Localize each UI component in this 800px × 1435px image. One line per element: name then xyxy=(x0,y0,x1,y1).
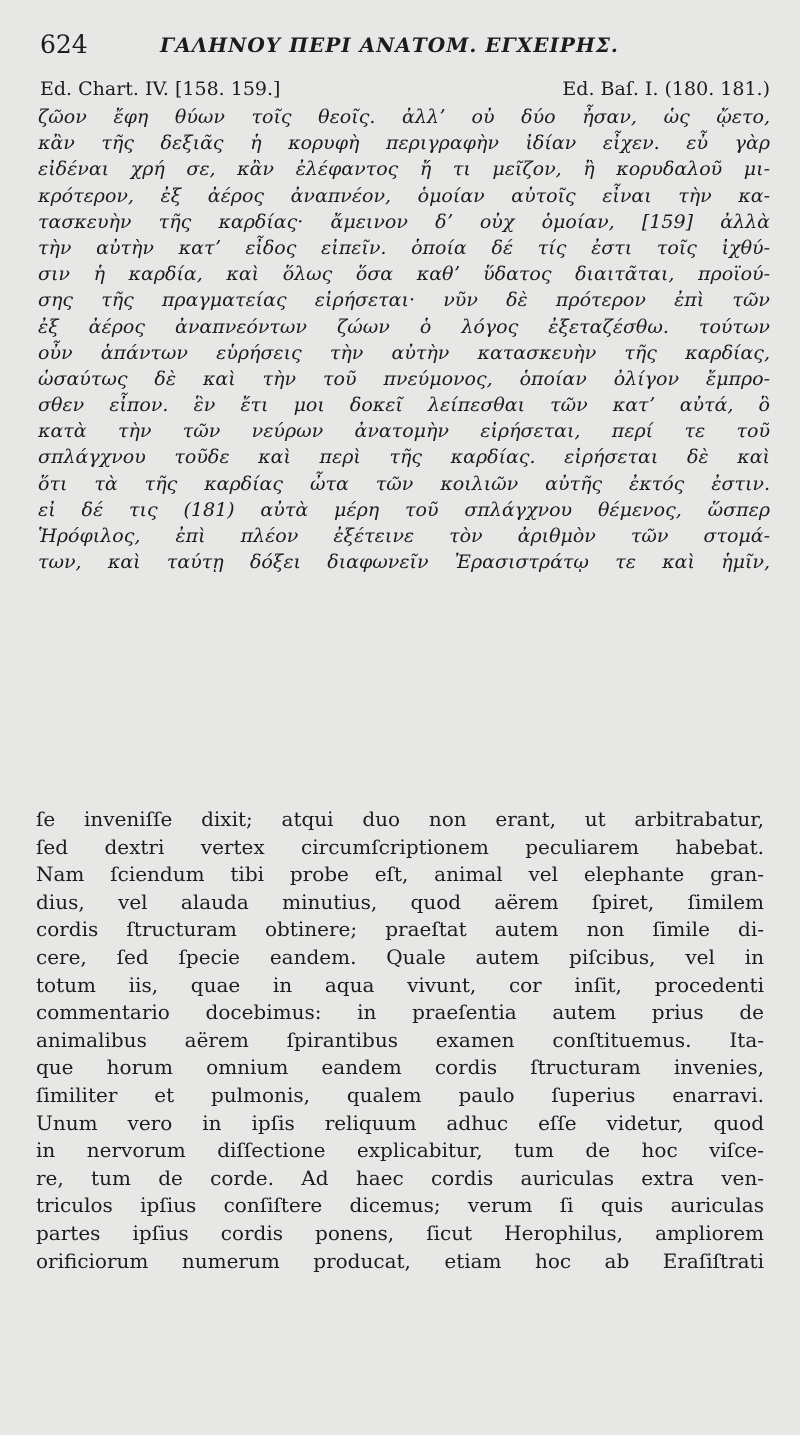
greek-text-line: Ἡρόφιλος, ἐπὶ πλέον ἐξέτεινε τὸν ἀριθμὸν τῶν στομά- xyxy=(38,525,770,547)
greek-text-line: ἐξ ἀέρος ἀναπνεόντων ζώων ὁ λόγος ἐξεταζέσθω. τούτων xyxy=(38,315,770,338)
running-head: ΓΑΛΗΝΟΥ ΠΕΡΙ ΑΝΑΤΟΜ. ΕΓΧΕΙΡΗΣ. xyxy=(160,33,619,57)
latin-text-line: orificiorum numerum producat, etiam hoc ab Eraſiſtrati xyxy=(36,1248,764,1273)
latin-text-line: ſimiliter et pulmonis, qualem paulo ſuperius enarravi. xyxy=(36,1082,764,1107)
latin-text-line: ſed dextri vertex circumſcriptionem peculiarem habebat. xyxy=(36,834,764,859)
greek-text-line: των, καὶ ταύτῃ δόξει διαφωνεῖν Ἐρασιστράτῳ τε καὶ ἡμῖν, xyxy=(38,551,770,574)
latin-text-line: animalibus aërem ſpirantibus examen conſtituemus. Ita- xyxy=(36,1027,764,1052)
page-number: 624 xyxy=(40,30,88,59)
latin-text-line: cere, ſed ſpecie eandem. Quale autem piſcibus, vel in xyxy=(36,944,764,969)
page-header xyxy=(40,30,762,64)
greek-text-block xyxy=(38,104,770,575)
latin-text-line: que horum omnium eandem cordis ſtructuram invenies, xyxy=(36,1055,764,1080)
greek-text-line: σιν ἡ καρδία, καὶ ὅλως ὅσα καθʼ ὕδατος διαιτᾶται, προϊού- xyxy=(38,263,770,286)
greek-text-line: εἰ δέ τις (181) αὐτὰ μέρη τοῦ σπλάγχνου θέμενος, ὥσπερ xyxy=(38,498,770,521)
edition-chart-reference: Ed. Chart. IV. [158. 159.] xyxy=(40,78,281,100)
greek-text-line: σης τῆς πραγματείας εἰρήσεται· νῦν δὲ πρότερον ἐπὶ τῶν xyxy=(38,289,770,312)
latin-text-line: cordis ſtructuram obtinere; praeſtat autem non ſimile di- xyxy=(36,917,764,942)
greek-text-line: ὅτι τὰ τῆς καρδίας ὦτα τῶν κοιλιῶν αὐτῆς ἐκτός ἐστιν. xyxy=(38,472,770,495)
latin-text-line: ſe inveniſſe dixit; atqui duo non erant, ut arbitrabatur, xyxy=(36,807,764,831)
latin-text-line: partes ipſius cordis ponens, ſicut Herophilus, ampliorem xyxy=(36,1220,764,1245)
greek-text-line: ὡσαύτως δὲ καὶ τὴν τοῦ πνεύμονος, ὁποίαν ὀλίγον ἔμπρο- xyxy=(38,367,770,390)
greek-text-line: οὖν ἁπάντων εὑρήσεις τὴν αὐτὴν κατασκευὴν τῆς καρδίας, xyxy=(38,341,770,364)
greek-text-line: τὴν αὐτὴν κατʼ εἶδος εἰπεῖν. ὁποία δέ τίς ἐστι τοῖς ἰχθύ- xyxy=(38,236,770,259)
latin-text-line: Unum vero in ipſis reliquum adhuc eſſe videtur, quod xyxy=(36,1110,764,1135)
greek-text-line: εἰδέναι χρή σε, κἂν ἐλέφαντος ἤ τι μεῖζον, ἢ κορυδαλοῦ μι- xyxy=(38,158,770,181)
latin-text-line: triculos ipſius conſiſtere dicemus; verum ſi quis auriculas xyxy=(36,1193,764,1218)
latin-text-line: commentario docebimus: in praeſentia autem prius de xyxy=(36,1000,764,1025)
greek-text-line: κατὰ τὴν τῶν νεύρων ἀνατομὴν εἰρήσεται, περί τε τοῦ xyxy=(38,420,770,443)
greek-text-line: κρότερον, ἐξ ἀέρος ἀναπνέον, ὁμοίαν αὐτοῖς εἶναι τὴν κα- xyxy=(38,184,770,207)
latin-text-line: Nam ſciendum tibi probe eſt, animal vel elephante gran- xyxy=(36,862,764,887)
greek-text-line: κἂν τῆς δεξιᾶς ἡ κορυφὴ περιγραφὴν ἰδίαν εἶχεν. εὖ γὰρ xyxy=(38,132,770,155)
latin-text-line: re, tum de corde. Ad haec cordis auriculas extra ven- xyxy=(36,1165,764,1190)
greek-text-line: σθεν εἶπον. ἓν ἔτι μοι δοκεῖ λείπεσθαι τῶν κατʼ αὐτά, ὃ xyxy=(38,394,770,417)
latin-text-line: totum iis, quae in aqua vivunt, cor inſit, procedenti xyxy=(36,972,764,997)
edition-references xyxy=(40,78,770,104)
greek-text-line: ζῶον ἔφη θύων τοῖς θεοῖς. ἀλλʼ οὐ δύο ἦσαν, ὡς ᾤετο, xyxy=(38,106,770,128)
latin-text-line: in nervorum diſſectione explicabitur, tum de hoc viſce- xyxy=(36,1138,764,1163)
edition-basel-reference: Ed. Baſ. I. (180. 181.) xyxy=(562,78,770,100)
latin-text-block xyxy=(36,806,764,1275)
greek-text-line: σπλάγχνου τοῦδε καὶ περὶ τῆς καρδίας. εἰρήσεται δὲ καὶ xyxy=(38,446,770,469)
greek-text-line: τασκευὴν τῆς καρδίας· ἄμεινον δʼ οὐχ ὁμοίαν, [159] ἀλλὰ xyxy=(38,210,770,233)
latin-text-line: dius, vel alauda minutius, quod aërem ſpiret, ſimilem xyxy=(36,889,764,914)
